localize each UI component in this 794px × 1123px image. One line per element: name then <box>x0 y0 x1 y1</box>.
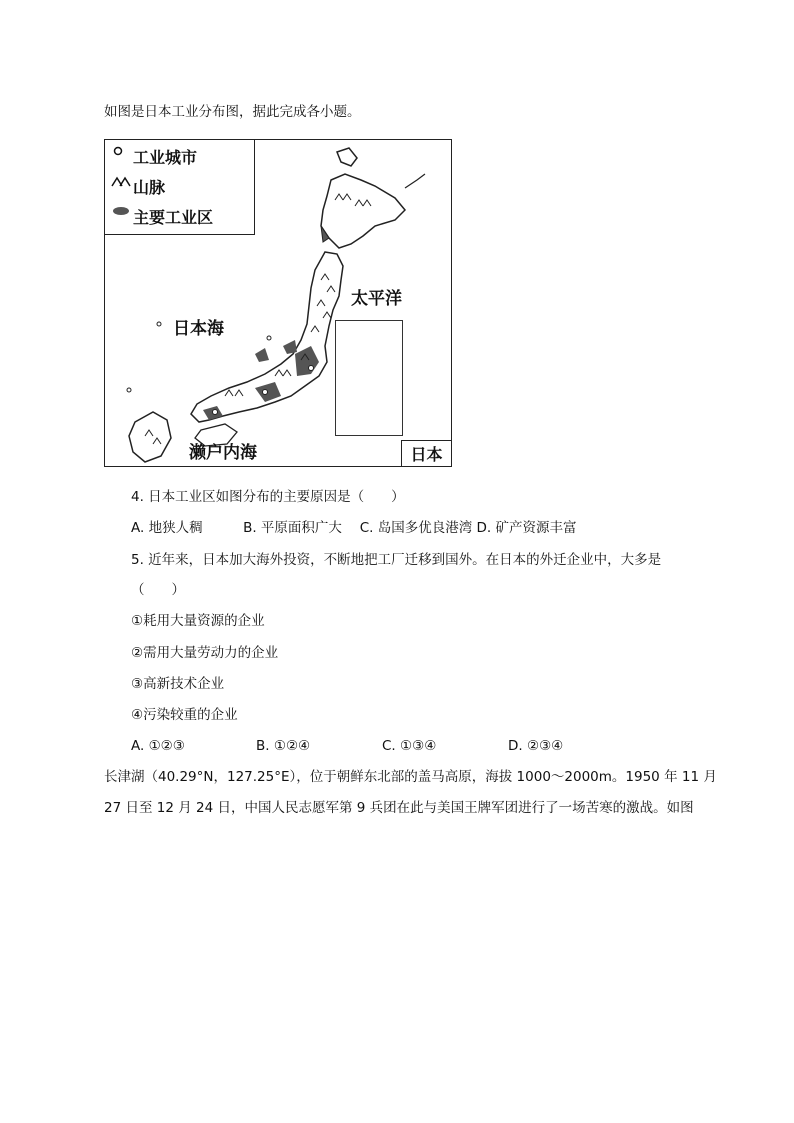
map-corner-label: 日本 <box>401 440 451 466</box>
q5-stem-cont: （ ） <box>131 582 185 598</box>
label-sea-of-japan: 日本海 <box>173 319 224 339</box>
inset-frame <box>335 320 403 436</box>
passage-line-2: 27 日至 12 月 24 日，中国人民志愿军第 9 兵团在此与美国王牌军团进行了一场苦寒的激战。如图 <box>104 800 694 816</box>
q5-item-1: ①耗用大量资源的企业 <box>131 613 265 629</box>
q5-item-3: ③高新技术企业 <box>131 676 225 692</box>
q5-option-a: A. ①②③ <box>131 738 185 754</box>
label-inland-sea: 濑户内海 <box>189 443 257 463</box>
legend-item-industrial <box>111 204 213 228</box>
q4-stem: 4. 日本工业区如图分布的主要原因是（ ） <box>131 489 405 505</box>
legend-item-mountain <box>111 174 165 198</box>
q5-item-4: ④污染较重的企业 <box>131 707 238 723</box>
q5-option-c: C. ①③④ <box>382 738 437 754</box>
q5-stem: 5. 近年来，日本加大海外投资，不断地把工厂迁移到国外。在日本的外迁企业中，大多是 <box>131 552 662 568</box>
intro-text: 如图是日本工业分布图，据此完成各小题。 <box>104 104 361 120</box>
q5-option-d: D. ②③④ <box>508 738 564 754</box>
map-legend <box>105 140 255 235</box>
legend-label-mountain: 山脉 <box>133 177 166 197</box>
q5-item-2: ②需用大量劳动力的企业 <box>131 645 279 661</box>
label-pacific: 太平洋 <box>351 289 402 309</box>
q5-option-b: B. ①②④ <box>256 738 311 754</box>
legend-label-industrial: 主要工业区 <box>133 207 214 227</box>
legend-label-city: 工业城市 <box>133 147 198 167</box>
legend-item-city <box>111 144 197 168</box>
japan-industry-map <box>104 139 452 467</box>
q4-options: A. 地狭人稠 B. 平原面积广大 C. 岛国多优良港湾 D. 矿产资源丰富 <box>131 520 577 536</box>
passage-line-1: 长津湖（40.29°N，127.25°E），位于朝鲜东北部的盖马高原，海拔 1000～2000m。1950 年 11 月 <box>104 769 717 785</box>
